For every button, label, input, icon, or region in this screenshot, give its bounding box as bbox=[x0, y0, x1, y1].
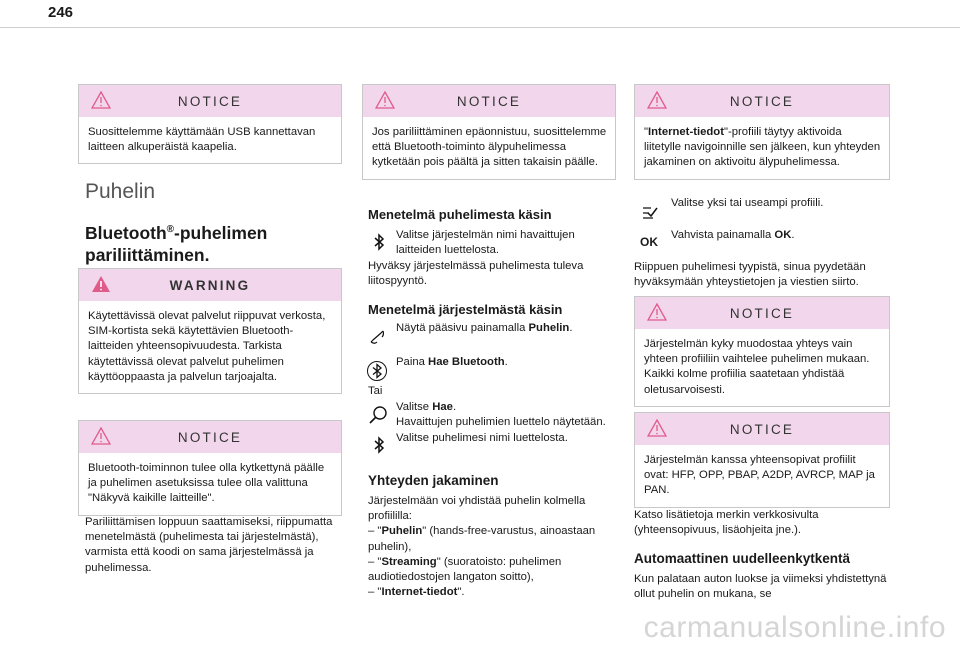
notice-box-profile-connection bbox=[634, 296, 890, 407]
notice-text: Järjestelmän kanssa yhteensopivat profiilit ovat: HFP, OPP, PBAP, A2DP, AVRCP, MAP ja PAN. bbox=[644, 454, 875, 497]
connection-sharing-heading: Yhteyden jakaminen bbox=[368, 473, 499, 488]
notice-header bbox=[635, 413, 889, 445]
notice-box-usb bbox=[78, 84, 342, 164]
ok-icon[interactable]: OK bbox=[640, 235, 658, 249]
method-phone-heading: Menetelmä puhelimesta käsin bbox=[368, 207, 552, 222]
warning-triangle-icon bbox=[647, 419, 667, 437]
step-phone-page: Näytä pääsivu painamalla Puhelin. bbox=[396, 322, 573, 334]
notice-header bbox=[635, 297, 889, 329]
checkbox-select-icon[interactable] bbox=[641, 204, 659, 222]
sub-heading: Bluetooth®-puhelimen pariliittäminen. bbox=[85, 222, 268, 265]
or-label: Tai bbox=[368, 385, 383, 397]
connection-sharing-text: Järjestelmään voi yhdistää puhelin kolmella profiililla: – "Puhelin" (hands-free-varustus, ainoastaan puhelin), – "Streaming" (suoratoisto: puhelimen audiotiedostojen langaton soitto), – "Internet-tiedot". bbox=[368, 495, 596, 599]
phone-handset-icon bbox=[368, 328, 386, 346]
notice-box-bluetooth bbox=[78, 420, 342, 516]
header-divider bbox=[0, 27, 960, 28]
paragraph-contacts-transfer: Riippuen puhelimesi tyypistä, sinua pyydetään hyväksymään yhteystietojen ja viestien siirto. bbox=[634, 261, 866, 289]
warning-triangle-icon bbox=[91, 427, 111, 445]
profile-item: – "Streaming" (suoratoisto: puhelimen audiotiedostojen langaton soitto), bbox=[368, 555, 562, 584]
notice-header bbox=[79, 85, 341, 117]
warning-triangle-icon bbox=[91, 275, 111, 293]
warning-box bbox=[78, 268, 342, 394]
page-number: 246 bbox=[48, 4, 74, 21]
step-search-bluetooth: Paina Hae Bluetooth. bbox=[396, 356, 508, 368]
notice-text: Jos pariliittäminen epäonnistuu, suosittelemme että Bluetooth-toiminto älypuhelimessa kytketään pois päältä ja sitten takaisin päälle. bbox=[372, 126, 607, 169]
notice-text: Suosittelemme käyttämään USB kannettavan laitteen alkuperäistä kaapelia. bbox=[88, 126, 316, 154]
notice-label: NOTICE bbox=[177, 93, 243, 109]
notice-label: NOTICE bbox=[729, 93, 795, 109]
auto-reconnect-heading: Automaattinen uudelleenkytkentä bbox=[634, 551, 851, 566]
notice-header bbox=[363, 85, 615, 117]
profile-item: – "Internet-tiedot". bbox=[368, 586, 465, 599]
notice-header bbox=[79, 421, 341, 453]
notice-box-pairing-fail bbox=[362, 84, 616, 180]
step-select-phone: Valitse puhelimesi nimi luettelosta. bbox=[396, 432, 568, 444]
paragraph-pairing-code: Pariliittämisen loppuun saattamiseksi, riippumatta menetelmästä (puhelimesta tai järjestelmästä), varmista että koodi on sama järjestelmässä ja puhelimessa. bbox=[85, 516, 333, 574]
auto-reconnect-paragraph: Kun palataan auton luokse ja viimeksi yhdistettynä ollut puhelin on mukana, se bbox=[634, 573, 887, 601]
warning-triangle-icon bbox=[647, 91, 667, 109]
method-system-heading: Menetelmä järjestelmästä käsin bbox=[368, 302, 563, 317]
bluetooth-icon bbox=[370, 233, 388, 251]
notice-label: NOTICE bbox=[177, 429, 243, 445]
notice-header bbox=[635, 85, 889, 117]
step-select-profiles: Valitse yksi tai useampi profiili. bbox=[671, 197, 824, 209]
notice-box-internet-data bbox=[634, 84, 890, 180]
bluetooth-icon bbox=[370, 436, 388, 454]
warning-header bbox=[79, 269, 341, 301]
step-search: Valitse Hae. Havaittujen puhelimien luettelo näytetään. bbox=[396, 401, 606, 429]
notice-text: "Internet-tiedot"-profiili täytyy aktivoida liitetylle navigoinnille sen jälkeen, kun yhteyden jakaminen on aktivoitu älypuhelimessa. bbox=[644, 126, 881, 169]
method-phone-paragraph: Hyväksy järjestelmässä puhelimesta tuleva liitospyyntö. bbox=[368, 260, 584, 288]
warning-text: Käytettävissä olevat palvelut riippuvat verkosta, SIM-kortista sekä käytettävien Bluetooth-laitteiden yhteensopivuudesta. Tarkista käytettävissä olevat palvelut puhelimen käyttöoppaasta ja palvelun tarjoajalta. bbox=[88, 310, 326, 383]
warning-triangle-icon bbox=[647, 303, 667, 321]
section-heading: Puhelin bbox=[85, 180, 156, 203]
notice-box-compatible-profiles bbox=[634, 412, 890, 508]
notice-label: NOTICE bbox=[729, 305, 795, 321]
paragraph-website-info: Katso lisätietoja merkin verkkosivulta (yhteensopivuus, lisäohjeita jne.). bbox=[634, 509, 819, 537]
step-confirm-ok: Vahvista painamalla OK. bbox=[671, 229, 795, 241]
warning-triangle-icon bbox=[91, 91, 111, 109]
method-phone-step: Valitse järjestelmän nimi havaittujen laitteiden luettelosta. bbox=[396, 229, 575, 257]
warning-label: WARNING bbox=[169, 277, 251, 293]
notice-text: Järjestelmän kyky muodostaa yhteys vain yhteen profiiliin vaihtelee puhelimen mukaan. Kaikki kolme profiilia saatetaan yhdistää oletusarvoisesti. bbox=[644, 338, 870, 396]
bluetooth-search-icon[interactable] bbox=[366, 360, 388, 382]
warning-triangle-icon bbox=[375, 91, 395, 109]
notice-label: NOTICE bbox=[729, 421, 795, 437]
notice-text: Bluetooth-toiminnon tulee olla kytkettynä päälle ja puhelimen asetuksissa tulee olla valittuna "Näkyvä kaikille laitteille". bbox=[88, 462, 325, 505]
profile-item: – "Puhelin" (hands-free-varustus, ainoastaan puhelin), bbox=[368, 525, 596, 553]
watermark: carmanualsonline.info bbox=[643, 611, 946, 644]
magnifier-search-icon[interactable] bbox=[368, 405, 388, 425]
notice-label: NOTICE bbox=[456, 93, 522, 109]
